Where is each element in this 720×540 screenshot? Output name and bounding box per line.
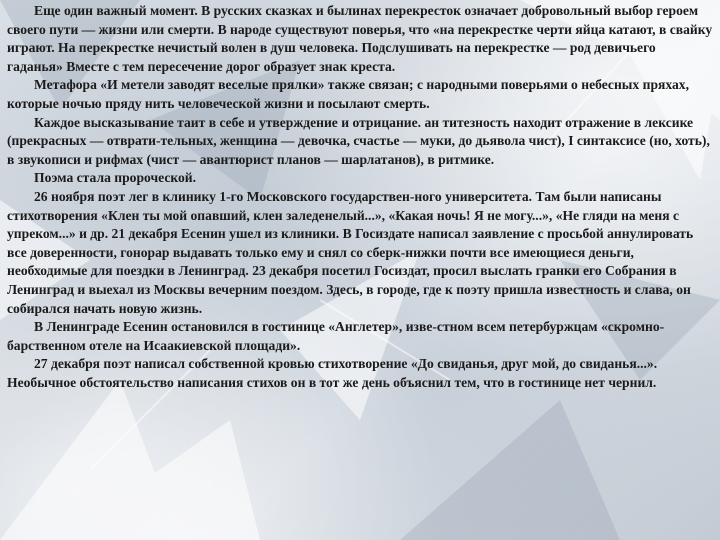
paragraph-prophetic: Поэма стала пророческой. [34, 170, 197, 186]
paragraph-last-poem: 27 декабря поэт написал собственной кровью стихотворение «До свиданья, друг мой, до свиданья...». Необычное обстоятельство написания стихов он в тот же день объяснил тем, что в гостинице нет чернил. [7, 356, 658, 390]
paragraph-angleterre: В Ленинграде Есенин остановился в гостинице «Англетер», изве-стном всем петербуржцам «скромно-барственном отеле на Исаакиевской площади». [7, 319, 665, 353]
paragraph-crossroads: Еще один важный момент. В русских сказках и былинах перекресток означает добровольный выбор героем своего пути — жизни или смерти. В народе существуют поверья, что «на перекрестке черти яйца катают, в свайку играют. На перекрестке нечистый волен в душ человека. Подслушивать на перекрестке — род девичьего гаданья» Вместе с тем пересечение дорог образует знак креста. [7, 3, 713, 74]
paragraph-clinic: 26 ноября поэт лег в клинику 1-го Московского государствен-ного университета. Там были написаны стихотворения «Клен ты мой опавший, клен заледенелый...», «Какая ночь! Я не могу...», «Не гляди на меня с упреком...» и др. 21 декабря Есенин ушел из клиники. В Госиздате написал заявление с просьбой аннулировать все доверенности, гонорар выдавать только ему и снял со сберк-нижки почти все имеющиеся деньги, необходимые для поездки в Ленинград. 23 декабря посетил Госиздат, просил выслать гранки его Собрания в Ленинград и выехал из Москвы вечерним поездом. Здесь, в городе, где к поэту пришла известность и слава, он собирался начать новую жизнь. [7, 188, 694, 316]
paragraph-metaphor: Метафора «И метели заводят веселые прялки» также связан; с народными поверьями о небесных пряхах, которые ночью пряду нить человеческой жизни и посылают смерть. [7, 77, 689, 111]
paragraph-antithesis: Каждое высказывание таит в себе и утверждение и отрицание. ан титезность находит отражение в лексике (прекрасных — отврати-тельных, женщина — девочка, счастье — муки, до дьявола чист), I синтаксисе (но, хоть), в звукописи и рифмах (чист — авантюрист планов — шарлатанов), в ритмике. [7, 114, 710, 167]
article-text [7, 2, 713, 392]
